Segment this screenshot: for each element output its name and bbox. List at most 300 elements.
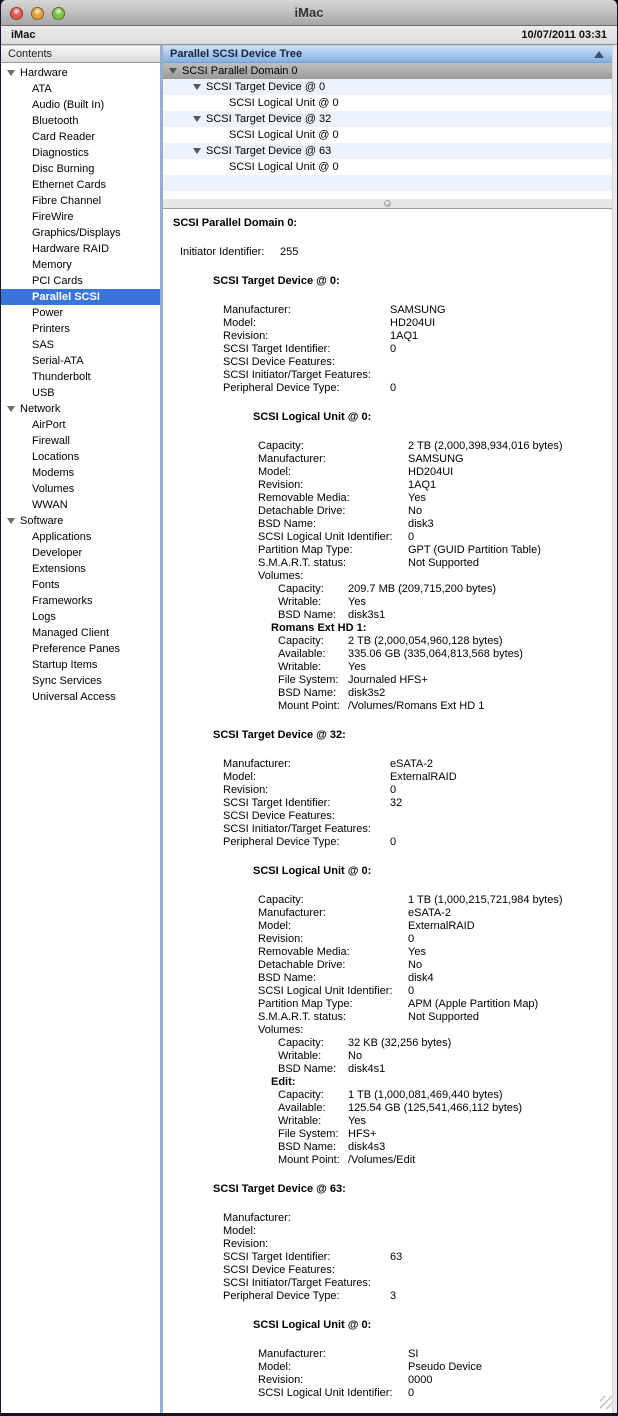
detail-row <box>258 466 602 479</box>
detail-row <box>258 440 602 453</box>
sidebar-item-fibre-channel[interactable] <box>1 193 160 209</box>
detail-label: Detachable Drive: <box>258 959 346 971</box>
detail-row <box>223 784 602 797</box>
detail-label: Model: <box>258 466 292 478</box>
main-pane <box>162 45 613 1413</box>
tree-column-header[interactable] <box>163 45 612 63</box>
sidebar-item-bluetooth[interactable] <box>1 113 160 129</box>
detail-value: 0 <box>408 985 415 997</box>
detail-value: 63 <box>390 1251 403 1263</box>
sidebar-item-label: Power <box>32 307 64 319</box>
resize-grip-icon[interactable] <box>600 1396 613 1409</box>
detail-label: Writable: <box>278 1050 322 1062</box>
detail-value: Not Supported <box>408 1011 479 1023</box>
sidebar-item-hardware-raid[interactable] <box>1 241 160 257</box>
detail-row <box>223 1212 602 1225</box>
detail-label: Manufacturer: <box>258 1348 326 1360</box>
detail-value: Yes <box>348 1115 366 1127</box>
detail-value: Journaled HFS+ <box>348 674 428 686</box>
sidebar-item-airport[interactable] <box>1 417 160 433</box>
detail-value: 1 TB (1,000,081,469,440 bytes) <box>348 1089 503 1101</box>
detail-label: Capacity: <box>278 583 324 595</box>
detail-label: Partition Map Type: <box>258 544 353 556</box>
sidebar-item-label: Fonts <box>32 579 60 591</box>
sidebar-item-label: Diagnostics <box>32 147 89 159</box>
disclosure-triangle-icon <box>193 84 201 90</box>
tree-row[interactable] <box>163 95 612 111</box>
sidebar-item-label: Firewall <box>32 435 70 447</box>
sidebar-item-label: Frameworks <box>32 595 93 607</box>
detail-label: BSD Name: <box>258 518 317 530</box>
detail-label: SCSI Logical Unit Identifier: <box>258 985 393 997</box>
detail-row <box>258 985 602 998</box>
detail-label: Revision: <box>258 479 304 491</box>
detail-label: BSD Name: <box>278 609 337 621</box>
detail-label: Partition Map Type: <box>258 998 353 1010</box>
detail-label: Peripheral Device Type: <box>223 382 340 394</box>
detail-value: HD204UI <box>408 466 454 478</box>
detail-row <box>258 492 602 505</box>
detail-value <box>390 1264 602 1277</box>
detail-row <box>258 1024 602 1037</box>
detail-row <box>223 330 602 343</box>
sidebar-item-modems[interactable] <box>1 465 160 481</box>
disclosure-triangle-icon <box>7 406 15 412</box>
report-datetime: 10/07/2011 03:31 <box>521 29 607 41</box>
minimize-icon[interactable] <box>31 7 44 20</box>
detail-label: Initiator Identifier: <box>180 246 265 258</box>
sidebar-item-developer[interactable] <box>1 545 160 561</box>
sidebar-item-label: Applications <box>32 531 92 543</box>
detail-row <box>278 674 602 687</box>
detail-value: Pseudo Device <box>408 1361 482 1373</box>
sidebar-item-label: Logs <box>32 611 56 623</box>
detail-row <box>258 557 602 570</box>
sidebar-item-label: Software <box>20 515 64 527</box>
tree-row-label: SCSI Logical Unit @ 0 <box>229 161 339 173</box>
detail-value: No <box>408 959 423 971</box>
sidebar-item-label: Locations <box>32 451 80 463</box>
detail-label: Removable Media: <box>258 946 350 958</box>
detail-section-heading: SCSI Target Device @ 32: <box>213 729 346 741</box>
detail-row <box>223 810 602 823</box>
detail-row <box>278 1102 602 1115</box>
detail-value <box>390 1225 602 1238</box>
detail-label: SCSI Target Identifier: <box>223 343 331 355</box>
sidebar-item-preference-panes[interactable] <box>1 641 160 657</box>
detail-section-heading: SCSI Logical Unit @ 0: <box>253 411 372 423</box>
tree-row[interactable] <box>163 127 612 143</box>
detail-label: S.M.A.R.T. status: <box>258 1011 347 1023</box>
detail-volume-name: Romans Ext HD 1: <box>271 622 367 634</box>
tree-row[interactable] <box>163 143 612 159</box>
detail-value: SAMSUNG <box>408 453 464 465</box>
detail-row <box>223 1225 602 1238</box>
sidebar-item-fonts[interactable] <box>1 577 160 593</box>
detail-label: SCSI Device Features: <box>223 1264 335 1276</box>
detail-value <box>390 823 602 836</box>
detail-label: Peripheral Device Type: <box>223 836 340 848</box>
detail-label: Revision: <box>258 933 304 945</box>
detail-row <box>278 1050 602 1063</box>
detail-row <box>278 1037 602 1050</box>
sidebar-item-label: Serial-ATA <box>32 355 84 367</box>
detail-label: BSD Name: <box>278 1063 337 1075</box>
sidebar-item-power[interactable] <box>1 305 160 321</box>
title-bar[interactable] <box>1 0 617 26</box>
detail-row <box>223 356 602 369</box>
detail-label: Writable: <box>278 661 322 673</box>
detail-value: Yes <box>408 492 426 504</box>
tree-row-label: SCSI Target Device @ 32 <box>206 113 332 125</box>
detail-label: SCSI Target Identifier: <box>223 797 331 809</box>
detail-row <box>258 946 602 959</box>
sidebar-item-label: Hardware <box>20 67 68 79</box>
detail-row <box>278 1089 602 1102</box>
detail-value: 1AQ1 <box>390 330 419 342</box>
detail-row <box>223 1264 602 1277</box>
detail-value: 255 <box>280 246 299 258</box>
tree-row-label: SCSI Logical Unit @ 0 <box>229 97 339 109</box>
detail-row <box>223 317 602 330</box>
detail-row <box>278 687 602 700</box>
detail-label: Capacity: <box>278 1089 324 1101</box>
detail-value: 335.06 GB (335,064,813,568 bytes) <box>348 648 523 660</box>
sidebar-item-label: Volumes <box>32 483 75 495</box>
detail-value: Not Supported <box>408 557 479 569</box>
detail-value <box>390 1212 602 1225</box>
sidebar-item-label: Parallel SCSI <box>32 291 100 303</box>
detail-label: Manufacturer: <box>223 758 291 770</box>
detail-label: Available: <box>278 1102 326 1114</box>
sidebar-item-hardware[interactable] <box>1 65 160 81</box>
device-tree <box>163 63 612 199</box>
detail-row <box>278 661 602 674</box>
sidebar-item-wwan[interactable] <box>1 497 160 513</box>
detail-label: Model: <box>223 317 257 329</box>
sidebar-item-card-reader[interactable] <box>1 129 160 145</box>
sidebar-item-label: Bluetooth <box>32 115 79 127</box>
sidebar-item-label: Printers <box>32 323 70 335</box>
machine-name: iMac <box>11 29 36 41</box>
detail-label: Manufacturer: <box>258 453 326 465</box>
sidebar-item-label: Card Reader <box>32 131 95 143</box>
detail-value <box>390 1277 602 1290</box>
detail-row <box>278 583 602 596</box>
detail-value: 125.54 GB (125,541,466,112 bytes) <box>348 1102 523 1114</box>
detail-value: 32 KB (32,256 bytes) <box>348 1037 452 1049</box>
detail-row <box>258 505 602 518</box>
detail-label: Capacity: <box>258 894 304 906</box>
sidebar-item-label: FireWire <box>32 211 74 223</box>
sidebar-item-sas[interactable] <box>1 337 160 353</box>
detail-value: /Volumes/Edit <box>348 1154 416 1166</box>
window-content <box>1 45 617 1413</box>
detail-label: Capacity: <box>278 635 324 647</box>
sidebar-item-label: USB <box>32 387 55 399</box>
detail-value: eSATA-2 <box>408 907 451 919</box>
detail-row <box>223 1251 602 1264</box>
detail-value: ExternalRAID <box>408 920 475 932</box>
detail-value: Yes <box>408 946 426 958</box>
detail-row <box>278 700 602 713</box>
detail-row <box>258 1011 602 1024</box>
detail-label: SCSI Device Features: <box>223 356 335 368</box>
detail-value: 0 <box>390 836 397 848</box>
detail-row <box>223 823 602 836</box>
sidebar-item-network[interactable] <box>1 401 160 417</box>
detail-label: BSD Name: <box>278 687 337 699</box>
detail-label: Capacity: <box>278 1037 324 1049</box>
detail-value: 3 <box>390 1290 397 1302</box>
detail-value: 1AQ1 <box>408 479 437 491</box>
detail-row <box>223 369 602 382</box>
sidebar-item-diagnostics[interactable] <box>1 145 160 161</box>
detail-label: Revision: <box>258 1374 304 1386</box>
tree-row[interactable] <box>163 159 612 175</box>
detail-label: BSD Name: <box>258 972 317 984</box>
detail-label: Model: <box>258 920 292 932</box>
sidebar-item-label: Thunderbolt <box>32 371 91 383</box>
detail-value: GPT (GUID Partition Table) <box>408 544 541 556</box>
detail-value: ExternalRAID <box>390 771 457 783</box>
sidebar-item-extensions[interactable] <box>1 561 160 577</box>
detail-label: Manufacturer: <box>258 907 326 919</box>
detail-value: 32 <box>390 797 403 809</box>
sidebar-item-label: Modems <box>32 467 75 479</box>
detail-row <box>278 1063 602 1076</box>
detail-pane <box>163 209 612 1413</box>
detail-value: SI <box>408 1348 419 1360</box>
detail-value: 0 <box>408 531 415 543</box>
tree-row-label: SCSI Target Device @ 0 <box>206 81 326 93</box>
sidebar-item-firewire[interactable] <box>1 209 160 225</box>
contents-list <box>1 63 160 1413</box>
detail-value: 209.7 MB (209,715,200 bytes) <box>348 583 496 595</box>
sidebar-item-label: Network <box>20 403 61 415</box>
sidebar-item-applications[interactable] <box>1 529 160 545</box>
detail-section-heading: SCSI Target Device @ 0: <box>213 275 340 287</box>
detail-value: HFS+ <box>348 1128 377 1140</box>
detail-label: Detachable Drive: <box>258 505 346 517</box>
detail-value: disk4s3 <box>348 1141 386 1153</box>
detail-row <box>258 907 602 920</box>
detail-value: Yes <box>348 596 366 608</box>
sidebar-item-startup-items[interactable] <box>1 657 160 673</box>
tree-row[interactable] <box>163 79 612 95</box>
detail-row <box>258 544 602 557</box>
tree-row[interactable] <box>163 111 612 127</box>
sidebar-item-frameworks[interactable] <box>1 593 160 609</box>
sidebar-item-volumes[interactable] <box>1 481 160 497</box>
detail-row <box>278 609 602 622</box>
sidebar-item-label: Sync Services <box>32 675 102 687</box>
detail-label: Available: <box>278 648 326 660</box>
detail-value: 0000 <box>408 1374 433 1386</box>
detail-label: Revision: <box>223 330 269 342</box>
sidebar-item-label: Memory <box>32 259 72 271</box>
tree-row-label: SCSI Parallel Domain 0 <box>182 65 298 77</box>
detail-volume-name: Edit: <box>271 1076 296 1088</box>
detail-row <box>223 836 602 849</box>
detail-value: Yes <box>348 661 366 673</box>
detail-label: SCSI Initiator/Target Features: <box>223 823 371 835</box>
disclosure-triangle-icon <box>169 68 177 74</box>
tree-row-label: SCSI Target Device @ 63 <box>206 145 332 157</box>
sidebar-item-locations[interactable] <box>1 449 160 465</box>
sidebar-item-printers[interactable] <box>1 321 160 337</box>
sidebar-item-parallel-scsi[interactable] <box>1 289 160 305</box>
sidebar-item-label: Developer <box>32 547 83 559</box>
sidebar-item-label: PCI Cards <box>32 275 83 287</box>
sidebar-item-graphics-displays[interactable] <box>1 225 160 241</box>
detail-label: Model: <box>223 1225 257 1237</box>
detail-label: SCSI Initiator/Target Features: <box>223 369 371 381</box>
detail-label: File System: <box>278 674 339 686</box>
detail-value: 0 <box>390 382 397 394</box>
detail-row <box>258 1348 602 1361</box>
detail-label: SCSI Initiator/Target Features: <box>223 1277 371 1289</box>
sidebar-item-label: ATA <box>32 83 52 95</box>
sidebar-item-label: Startup Items <box>32 659 98 671</box>
sidebar-item-managed-client[interactable] <box>1 625 160 641</box>
detail-value: No <box>348 1050 363 1062</box>
detail-row <box>258 972 602 985</box>
sidebar-item-label: Disc Burning <box>32 163 95 175</box>
detail-value <box>390 810 602 823</box>
sidebar-item-pci-cards[interactable] <box>1 273 160 289</box>
tree-row[interactable] <box>163 63 612 79</box>
detail-row <box>223 304 602 317</box>
detail-section-heading: SCSI Parallel Domain 0: <box>173 217 298 229</box>
report-header-bar <box>1 26 617 45</box>
detail-section-heading: SCSI Logical Unit @ 0: <box>253 865 372 877</box>
sidebar-item-label: Preference Panes <box>32 643 121 655</box>
detail-row <box>278 1154 602 1167</box>
detail-value: No <box>408 505 423 517</box>
detail-label: Removable Media: <box>258 492 350 504</box>
detail-value: disk3 <box>408 518 434 530</box>
detail-value: HD204UI <box>390 317 436 329</box>
detail-row <box>258 570 602 583</box>
sidebar-item-serial-ata[interactable] <box>1 353 160 369</box>
close-icon[interactable] <box>10 7 23 20</box>
sidebar-item-sync-services[interactable] <box>1 673 160 689</box>
detail-row <box>258 531 602 544</box>
detail-row <box>258 1361 602 1374</box>
detail-value: /Volumes/Romans Ext HD 1 <box>348 700 485 712</box>
detail-row <box>258 894 602 907</box>
sidebar-item-label: Hardware RAID <box>32 243 110 255</box>
sidebar-item-label: WWAN <box>32 499 68 511</box>
detail-label: Mount Point: <box>278 1154 340 1166</box>
sidebar-item-logs[interactable] <box>1 609 160 625</box>
detail-value: 0 <box>408 1387 415 1399</box>
sidebar-item-label: Universal Access <box>32 691 116 703</box>
sidebar-item-thunderbolt[interactable] <box>1 369 160 385</box>
detail-value <box>390 356 602 369</box>
sidebar-item-label: SAS <box>32 339 55 351</box>
detail-label: Manufacturer: <box>223 1212 291 1224</box>
sidebar-item-label: Managed Client <box>32 627 110 639</box>
detail-label: Writable: <box>278 1115 322 1127</box>
sidebar-item-label: Fibre Channel <box>32 195 102 207</box>
sidebar-item-disc-burning[interactable] <box>1 161 160 177</box>
zoom-icon[interactable] <box>52 7 65 20</box>
detail-label: Revision: <box>223 784 269 796</box>
detail-row <box>223 758 602 771</box>
sidebar-item-firewall[interactable] <box>1 433 160 449</box>
detail-row <box>258 1387 602 1400</box>
sort-ascending-icon[interactable] <box>594 51 604 58</box>
detail-label: Capacity: <box>258 440 304 452</box>
detail-value: 2 TB (2,000,054,960,128 bytes) <box>348 635 503 647</box>
detail-row <box>258 453 602 466</box>
detail-row <box>223 343 602 356</box>
disclosure-triangle-icon <box>193 116 201 122</box>
detail-section-heading: SCSI Logical Unit @ 0: <box>253 1319 372 1331</box>
detail-row <box>223 797 602 810</box>
detail-label: Mount Point: <box>278 700 340 712</box>
sidebar-item-audio-built-in-[interactable] <box>1 97 160 113</box>
tree-row-label: SCSI Logical Unit @ 0 <box>229 129 339 141</box>
sidebar-item-label: Extensions <box>32 563 86 575</box>
sidebar-item-software[interactable] <box>1 513 160 529</box>
detail-row <box>258 933 602 946</box>
window-controls <box>10 0 65 26</box>
detail-value: 0 <box>390 343 397 355</box>
detail-row <box>258 1374 602 1387</box>
detail-row <box>223 1290 602 1303</box>
sidebar-item-ethernet-cards[interactable] <box>1 177 160 193</box>
sidebar-item-memory[interactable] <box>1 257 160 273</box>
detail-label: SCSI Logical Unit Identifier: <box>258 1387 393 1399</box>
disclosure-triangle-icon <box>7 70 15 76</box>
disclosure-triangle-icon <box>193 148 201 154</box>
detail-value: 1 TB (1,000,215,721,984 bytes) <box>408 894 563 906</box>
detail-label: Model: <box>223 771 257 783</box>
detail-value <box>408 570 602 583</box>
detail-value: 2 TB (2,000,398,934,016 bytes) <box>408 440 563 452</box>
detail-label: Peripheral Device Type: <box>223 1290 340 1302</box>
sidebar-item-universal-access[interactable] <box>1 689 160 705</box>
sidebar-item-usb[interactable] <box>1 385 160 401</box>
disclosure-triangle-icon <box>7 518 15 524</box>
detail-label: Model: <box>258 1361 292 1373</box>
detail-value: disk4 <box>408 972 434 984</box>
detail-value: SAMSUNG <box>390 304 446 316</box>
detail-row <box>278 596 602 609</box>
splitter-handle-icon <box>384 200 391 207</box>
detail-label: SCSI Target Identifier: <box>223 1251 331 1263</box>
sidebar-item-ata[interactable] <box>1 81 160 97</box>
detail-row <box>278 635 602 648</box>
detail-row <box>278 1115 602 1128</box>
contents-header: Contents <box>1 45 160 63</box>
detail-value <box>408 1024 602 1037</box>
detail-row <box>258 479 602 492</box>
detail-label: BSD Name: <box>278 1141 337 1153</box>
detail-row <box>278 1128 602 1141</box>
detail-row <box>223 771 602 784</box>
window-title: iMac <box>294 5 324 20</box>
pane-splitter[interactable] <box>163 199 612 209</box>
tree-column-title: Parallel SCSI Device Tree <box>170 48 303 60</box>
detail-row <box>258 518 602 531</box>
contents-sidebar <box>1 45 162 1413</box>
detail-row <box>223 1238 602 1251</box>
sidebar-item-label: AirPort <box>32 419 66 431</box>
